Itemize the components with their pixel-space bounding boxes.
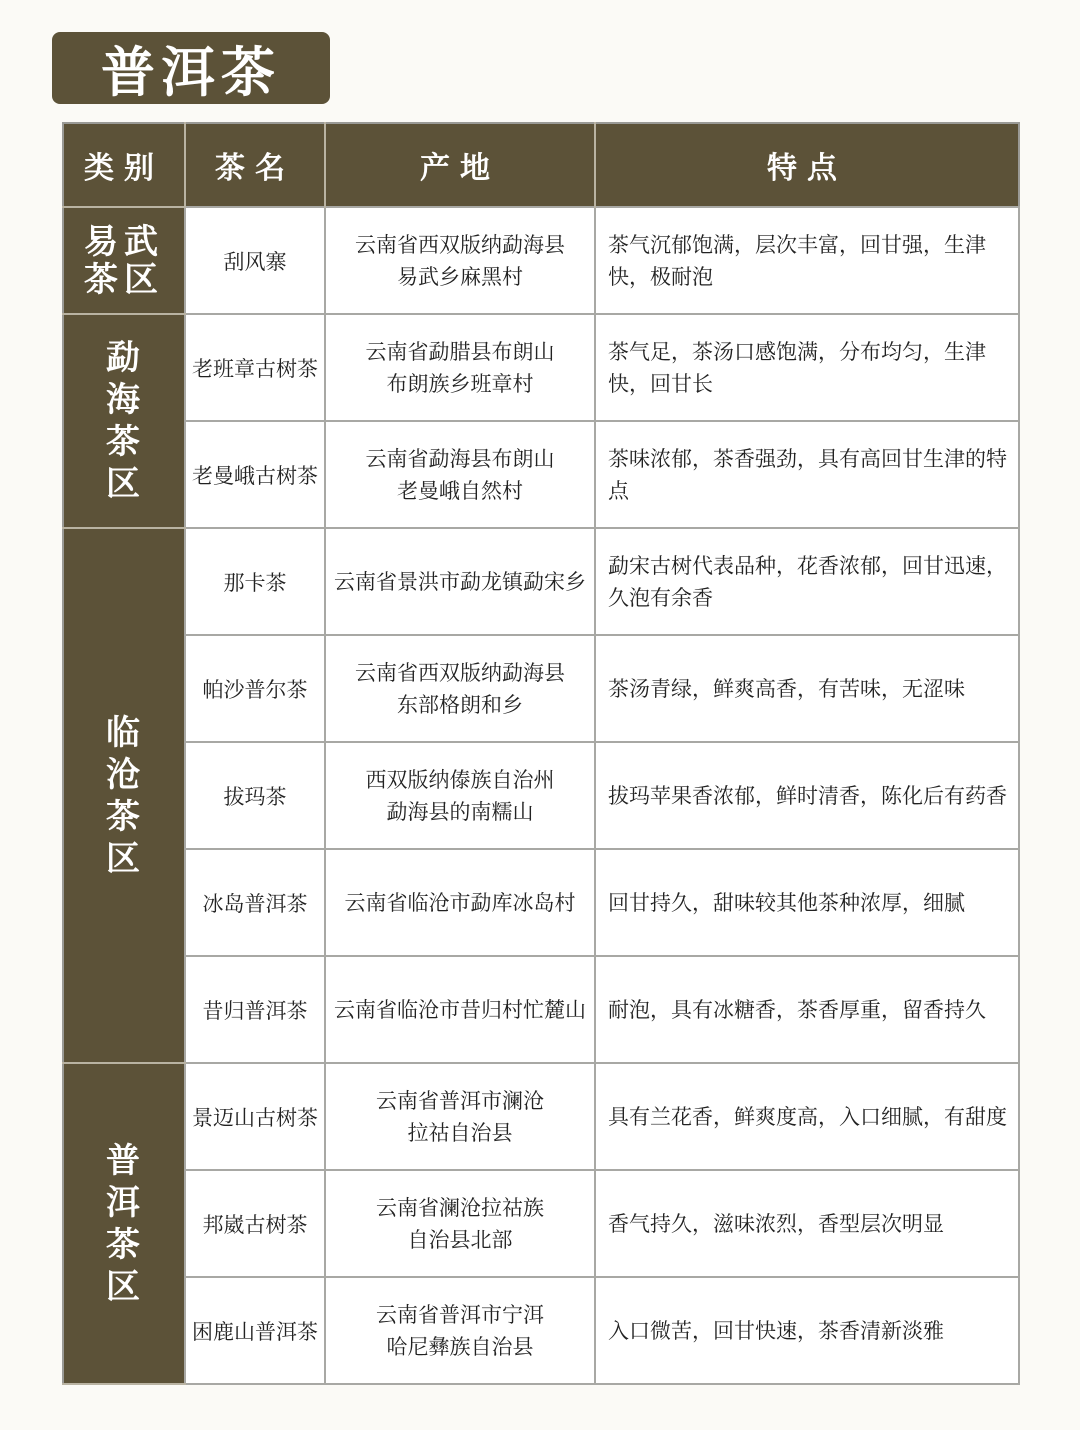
origin-line: 云南省普洱市澜沧: [376, 1088, 544, 1113]
table-row: [63, 742, 1019, 849]
header-tea-name: 茶名: [185, 123, 325, 207]
origin-line: 云南省西双版纳勐海县: [355, 660, 565, 685]
origin-cell: [325, 528, 595, 635]
origin-line: 云南省勐海县布朗山: [365, 446, 555, 471]
origin-line: 易武乡麻黑村: [397, 264, 523, 289]
feature-cell: 茶气沉郁饱满，层次丰富，回甘强，生津快，极耐泡: [595, 207, 1019, 314]
tea-name-cell: 昔归普洱茶: [185, 956, 325, 1063]
tea-table: [62, 122, 1020, 1385]
page-title: 普洱茶: [52, 32, 330, 104]
origin-line: 自治县北部: [407, 1227, 513, 1252]
header-category: 类别: [63, 123, 185, 207]
region-cell-lincang: [63, 528, 185, 1063]
table-row: [63, 207, 1019, 314]
origin-cell: [325, 849, 595, 956]
tea-name-cell: 老曼峨古树茶: [185, 421, 325, 528]
origin-line: 布朗族乡班章村: [386, 371, 534, 396]
tea-name-cell: 冰岛普洱茶: [185, 849, 325, 956]
tea-name-cell: 老班章古树茶: [185, 314, 325, 421]
region-name: 普洱茶区: [106, 1140, 142, 1307]
tea-name-cell: 那卡茶: [185, 528, 325, 635]
tea-name-cell: 刮风寨: [185, 207, 325, 314]
feature-cell: 拔玛苹果香浓郁，鲜时清香，陈化后有药香: [595, 742, 1019, 849]
table-row: [63, 1063, 1019, 1170]
origin-line: 云南省临沧市勐库冰岛村: [344, 890, 576, 915]
origin-cell: [325, 635, 595, 742]
table-row: [63, 635, 1019, 742]
region-cell-puer: [63, 1063, 185, 1384]
origin-cell: [325, 314, 595, 421]
table-row: [63, 849, 1019, 956]
region-name: 临沧茶区: [106, 712, 142, 879]
origin-cell: [325, 1277, 595, 1384]
tea-name-cell: 拔玛茶: [185, 742, 325, 849]
feature-cell: 茶气足，茶汤口感饱满，分布均匀，生津快，回甘长: [595, 314, 1019, 421]
origin-line: 西双版纳傣族自治州: [365, 767, 555, 792]
feature-cell: 茶汤青绿，鲜爽高香，有苦味，无涩味: [595, 635, 1019, 742]
feature-cell: 茶味浓郁，茶香强劲，具有高回甘生津的特点: [595, 421, 1019, 528]
feature-cell: 香气持久，滋味浓烈，香型层次明显: [595, 1170, 1019, 1277]
header-origin: 产地: [325, 123, 595, 207]
table-row: [63, 421, 1019, 528]
region-cell-menghai: [63, 314, 185, 528]
feature-cell: 耐泡，具有冰糖香，茶香厚重，留香持久: [595, 956, 1019, 1063]
feature-cell: 勐宋古树代表品种，花香浓郁，回甘迅速，久泡有余香: [595, 528, 1019, 635]
table-row: [63, 956, 1019, 1063]
origin-line: 云南省临沧市昔归村忙麓山: [334, 997, 586, 1022]
tea-name-cell: 景迈山古树茶: [185, 1063, 325, 1170]
origin-line: 勐海县的南糯山: [386, 799, 534, 824]
origin-line: 云南省西双版纳勐海县: [355, 232, 565, 257]
origin-line: 哈尼彝族自治县: [386, 1334, 534, 1359]
origin-line: 云南省勐腊县布朗山: [365, 339, 555, 364]
origin-cell: [325, 207, 595, 314]
origin-cell: [325, 1063, 595, 1170]
region-name: 勐海茶区: [106, 338, 142, 504]
table-header-row: [63, 123, 1019, 207]
feature-cell: 具有兰花香，鲜爽度高，入口细腻，有甜度: [595, 1063, 1019, 1170]
origin-cell: [325, 1170, 595, 1277]
origin-line: 云南省普洱市宁洱: [376, 1302, 544, 1327]
origin-line: 云南省澜沧拉祜族: [376, 1195, 544, 1220]
feature-cell: 入口微苦，回甘快速，茶香清新淡雅: [595, 1277, 1019, 1384]
origin-cell: [325, 421, 595, 528]
origin-cell: [325, 742, 595, 849]
region-name: 易武茶区: [84, 221, 164, 300]
table-row: [63, 1277, 1019, 1384]
table-row: [63, 314, 1019, 421]
table-row: [63, 528, 1019, 635]
header-feature: 特点: [595, 123, 1019, 207]
origin-line: 老曼峨自然村: [397, 478, 523, 503]
table-row: [63, 1170, 1019, 1277]
origin-cell: [325, 956, 595, 1063]
tea-name-cell: 帕沙普尔茶: [185, 635, 325, 742]
feature-cell: 回甘持久，甜味较其他茶种浓厚，细腻: [595, 849, 1019, 956]
tea-name-cell: 邦崴古树茶: [185, 1170, 325, 1277]
origin-line: 东部格朗和乡: [397, 692, 523, 717]
tea-name-cell: 困鹿山普洱茶: [185, 1277, 325, 1384]
region-cell-yiwu: [63, 207, 185, 314]
origin-line: 拉祜自治县: [407, 1120, 513, 1145]
origin-line: 云南省景洪市勐龙镇勐宋乡: [334, 569, 586, 594]
